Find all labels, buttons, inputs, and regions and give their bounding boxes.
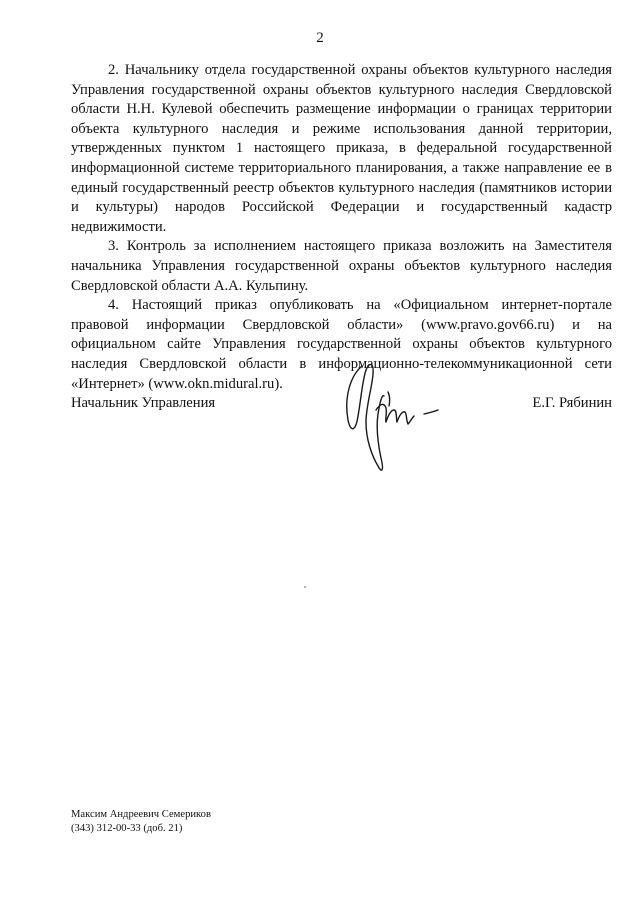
footer-executor-info bbox=[71, 808, 211, 836]
paragraph-item-2: 2. Начальнику отдела государственной охраны объектов культурного наследия Управления государственной охраны объектов культурного наследия Свердловской области Н.Н. Кулевой обеспечить размещение информации о границах территории объекта культурного наследия и режиме использования данной территории, утвержденных пунктом 1 настоящего приказа, в федеральной государственной информационной системе территориального планирования, а также направление ее в единый государственный реестр объектов культурного наследия (памятников истории и культуры) народов Российской Федерации и государственный кадастр недвижимости. bbox=[71, 62, 612, 235]
executor-phone: (343) 312-00-33 (доб. 21) bbox=[71, 823, 183, 834]
executor-name: Максим Андреевич Семериков bbox=[71, 809, 211, 820]
signer-name: Е.Г. Рябинин bbox=[532, 395, 612, 411]
signer-title: Начальник Управления bbox=[71, 395, 216, 411]
page-number: 2 bbox=[316, 30, 324, 46]
paragraph-item-4: 4. Настоящий приказ опубликовать на «Официальном интернет-портале правовой информации Свердловской области» (www.pravo.gov66.ru) и на официальном сайте Управления государственной охраны объектов культурного наследия Свердловской области в информационно-телекоммуникационной сети «Интернет» (www.okn.midural.ru). bbox=[71, 297, 612, 392]
document-body bbox=[71, 61, 612, 394]
scan-speck bbox=[304, 586, 306, 588]
paragraph-item-3: 3. Контроль за исполнением настоящего приказа возложить на Заместителя начальника Управления государственной охраны объектов культурного наследия Свердловской области А.А. Кульпину. bbox=[71, 238, 612, 294]
handwritten-signature bbox=[336, 358, 446, 483]
